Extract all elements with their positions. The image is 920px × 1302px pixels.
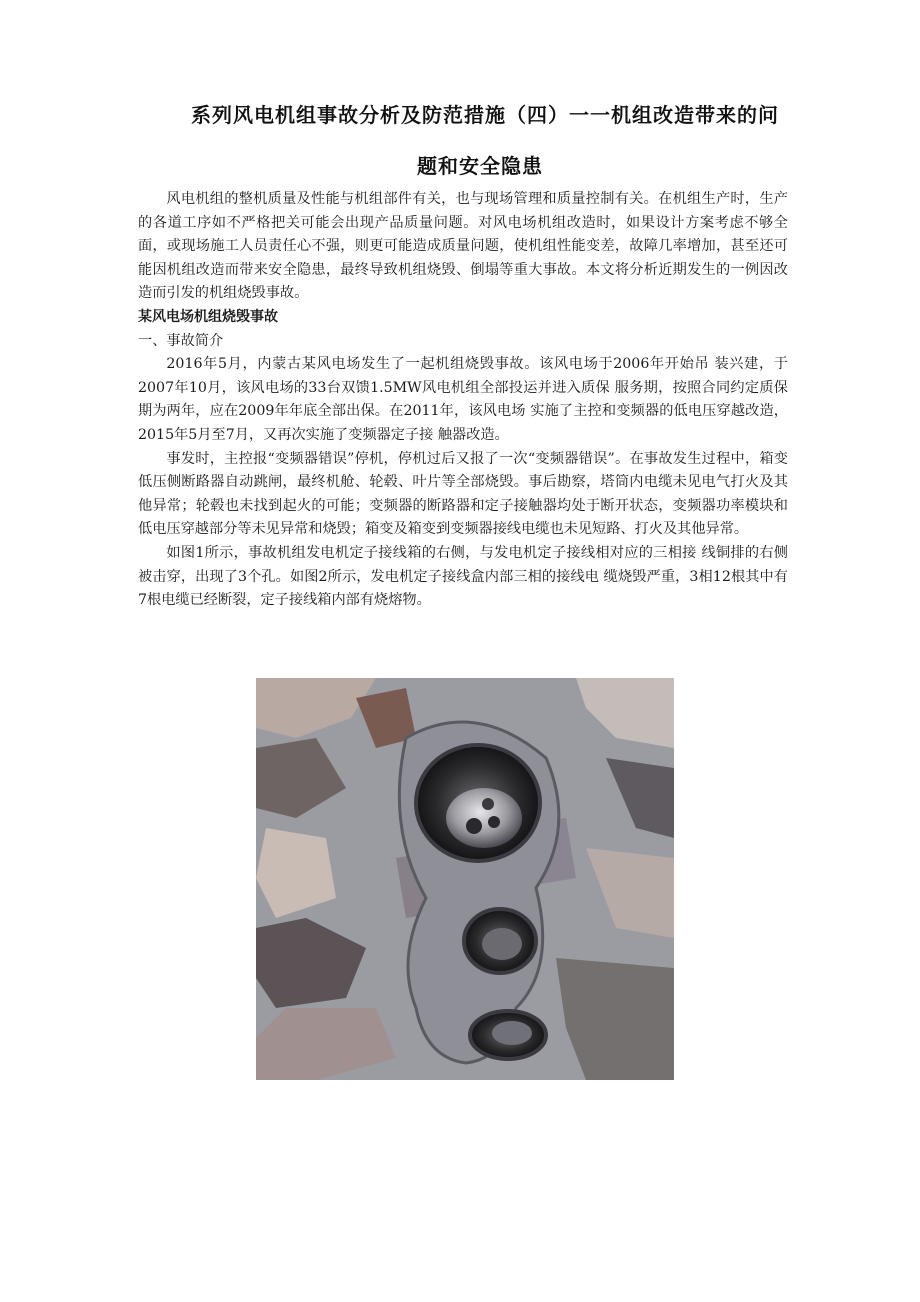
document-body xyxy=(138,188,788,613)
paragraph-3: 如图1所示，事故机组发电机定子接线箱的右侧，与发电机定子接线相对应的三相接 线铜排的右侧被击穿，出现了3个孔。如图2所示，发电机定子接线盒内部三相的接线电 缆烧毁严重，3相12根其中有7根电缆已经断裂，定子接线箱内部有烧熔物。 xyxy=(138,544,788,609)
section-heading: 某风电场机组烧毁事故 xyxy=(138,308,278,325)
document-title-line-2: 题和安全隐患 xyxy=(417,154,543,178)
subsection-heading: 一、事故简介 xyxy=(138,332,224,349)
document-title-line-1: 系列风电机组事故分析及防范措施（四）一一机组改造带来的问 xyxy=(191,103,779,127)
paragraph-2: 事发时，主控报“变频器错误”停机，停机过后又报了一次“变频器错误”。在事故发生过程中，箱变低压侧断路器自动跳闸，最终机舱、轮毂、叶片等全部烧毁。事后勘察，塔筒内电缆未见电气打火及其他异常；轮毂也未找到起火的可能；变频器的断路器和定子接触器均处于断开状态，变频器功率模块和低电压穿越部分等未见异常和烧毁；箱变及箱变到变频器接线电缆也未见短路、打火及其他异常。 xyxy=(138,450,788,538)
burned-junction-box-photo xyxy=(256,678,674,1080)
intro-paragraph: 风电机组的整机质量及性能与机组部件有关，也与现场管理和质量控制有关。在机组生产时，生产的各道工序如不严格把关可能会出现产品质量问题。对风电场机组改造时，如果设计方案考虑不够全面，或现场施工人员责任心不强，则更可能造成质量问题，使机组性能变差，故障几率增加，甚至还可能因机组改造而带来安全隐患，最终导致机组烧毁、倒塌等重大事故。本文将分析近期发生的一例因改造而引发的机组烧毁事故。 xyxy=(138,191,788,302)
paragraph-1: 2016年5月，内蒙古某风电场发生了一起机组烧毁事故。该风电场于2006年开始吊 装兴建，于2007年10月，该风电场的33台双馈1.5MW风电机组全部投运并进入质保 服务期，按照合同约定质保期为两年，应在2009年年底全部出保。在2011年，该风电场 实施了主控和变频器的低电压穿越改造，2015年5月至7月，又再次实施了变频器定子接 触器改造。 xyxy=(138,356,788,443)
